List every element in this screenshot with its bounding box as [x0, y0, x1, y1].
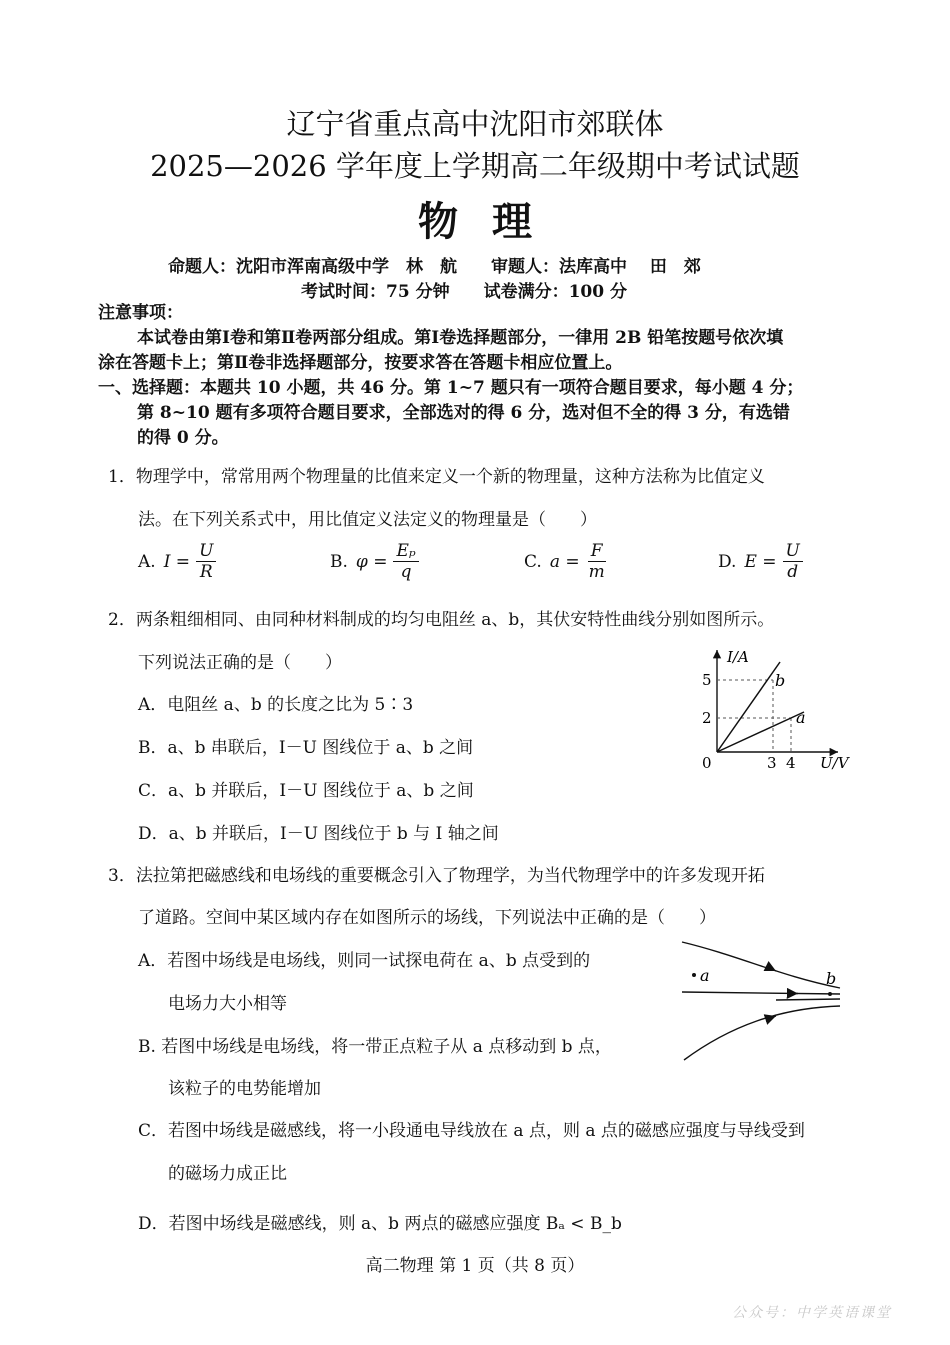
fraction	[783, 541, 803, 582]
q2-option-c: C．a、b 并联后，I－U 图线位于 a、b 之间	[138, 781, 474, 801]
q3-option-a-line-1: A．若图中场线是电场线，则同一试探电荷在 a、b 点受到的	[138, 951, 591, 971]
exam-school-title: 辽宁省重点高中沈阳市郊联体	[286, 107, 664, 141]
q3-option-c-line-1: C．若图中场线是磁感线，将一小段通电导线放在 a 点，则 a 点的磁感应强度与导线受到	[138, 1121, 805, 1141]
formula-lhs: I =	[163, 551, 191, 572]
option-label: A.	[138, 551, 156, 572]
formula-lhs: φ =	[355, 551, 388, 572]
field-line-bottom	[684, 1006, 840, 1060]
point-a-label: a	[700, 966, 710, 985]
option-label: D.	[718, 551, 737, 572]
fraction	[196, 541, 216, 582]
option-label: B.	[330, 551, 348, 572]
numerator: U	[196, 541, 216, 562]
field-line-middle	[682, 992, 840, 994]
field-lines-figure	[680, 936, 855, 1066]
q2-option-d: D．a、b 并联后，I－U 图线位于 b 与 I 轴之间	[138, 824, 499, 844]
formula-lhs: a =	[549, 551, 580, 572]
notice-line-1: 本试卷由第Ⅰ卷和第Ⅱ卷两部分组成。第Ⅰ卷选择题部分，一律用 2B 铅笔按题号依次填	[137, 328, 784, 348]
exam-title: 2025—2026 学年度上学期高二年级期中考试试题	[150, 149, 800, 183]
fraction	[586, 541, 608, 582]
notice-line-2: 涂在答题卡上；第Ⅱ卷非选择题部分，按要求答在答题卡相应位置上。	[98, 353, 623, 373]
section-1-line-2: 第 8~10 题有多项符合题目要求，全部选对的得 6 分，选对但不全的得 3 分，有选错	[137, 403, 790, 423]
numerator: F	[588, 541, 606, 562]
line-a-label: a	[796, 708, 806, 727]
denominator: R	[199, 562, 213, 582]
authors-line: 命题人：沈阳市浑南高级中学 林 航 审题人：法库高中 田 郊	[168, 257, 701, 277]
q1-stem-line-2: 法。在下列关系式中，用比值定义法定义的物理量是（ ）	[138, 510, 597, 530]
option-label: C.	[524, 551, 542, 572]
point-a-dot	[692, 973, 696, 977]
denominator: d	[787, 562, 799, 582]
subject-title: 物理	[418, 198, 566, 245]
q3-option-b-line-2: 该粒子的电势能增加	[168, 1079, 321, 1099]
line-b-label: b	[775, 671, 786, 690]
q3-option-c-line-2: 的磁场力成正比	[168, 1164, 287, 1184]
origin-label: 0	[702, 754, 712, 772]
y-axis-label: I/A	[727, 648, 749, 666]
formula-lhs: E =	[744, 551, 777, 572]
q1-option-b	[330, 541, 419, 582]
point-b-dot	[828, 992, 832, 996]
tick-x-3: 3	[767, 754, 777, 772]
tick-y-2: 2	[702, 709, 712, 727]
x-axis-label: U/V	[820, 754, 849, 772]
q3-stem-line-2: 了道路。空间中某区域内存在如图所示的场线，下列说法中正确的是（ ）	[138, 908, 716, 928]
q2-stem-line-2: 下列说法正确的是（ ）	[138, 653, 342, 673]
q1-stem-line-1: 1．物理学中，常常用两个物理量的比值来定义一个新的物理量，这种方法称为比值定义	[108, 467, 765, 487]
q1-option-d	[718, 541, 803, 582]
section-1-line-3: 的得 0 分。	[137, 428, 229, 448]
q3-option-a-line-2: 电场力大小相等	[168, 994, 287, 1014]
notice-title: 注意事项：	[98, 303, 183, 323]
denominator: m	[588, 562, 605, 582]
fraction	[393, 541, 418, 582]
page-footer: 高二物理 第 1 页（共 8 页）	[365, 1256, 585, 1276]
exam-info: 考试时间：75 分钟 试卷满分：100 分	[301, 282, 627, 302]
iu-graph	[690, 640, 860, 780]
q3-option-d: D．若图中场线是磁感线，则 a、b 两点的磁感应强度 Bₐ < B_b	[138, 1214, 622, 1234]
q2-option-a: A．电阻丝 a、b 的长度之比为 5∶3	[138, 695, 414, 715]
q1-option-a	[138, 541, 216, 582]
watermark: 公众号：中学英语课堂	[732, 1305, 892, 1321]
q2-option-b: B．a、b 串联后，I－U 图线位于 a、b 之间	[138, 738, 474, 758]
numerator: Eₚ	[393, 541, 418, 562]
field-line-middle-2	[776, 999, 840, 1000]
q2-stem-line-1: 2．两条粗细相同、由同种材料制成的均匀电阻丝 a、b，其伏安特性曲线分别如图所示。	[108, 610, 775, 630]
tick-x-4: 4	[786, 754, 796, 772]
section-1-line-1: 一、选择题：本题共 10 小题，共 46 分。第 1~7 题只有一项符合题目要求，每小题 4 分；	[98, 378, 804, 398]
q3-stem-line-1: 3．法拉第把磁感线和电场线的重要概念引入了物理学，为当代物理学中的许多发现开拓	[108, 866, 765, 886]
point-b-label: b	[826, 969, 837, 988]
line-b	[717, 662, 780, 752]
q3-option-b-line-1: B. 若图中场线是电场线，将一带正点粒子从 a 点移动到 b 点，	[138, 1037, 612, 1057]
q1-option-c	[524, 541, 608, 582]
numerator: U	[783, 541, 803, 562]
tick-y-5: 5	[702, 671, 712, 689]
denominator: q	[400, 562, 412, 582]
